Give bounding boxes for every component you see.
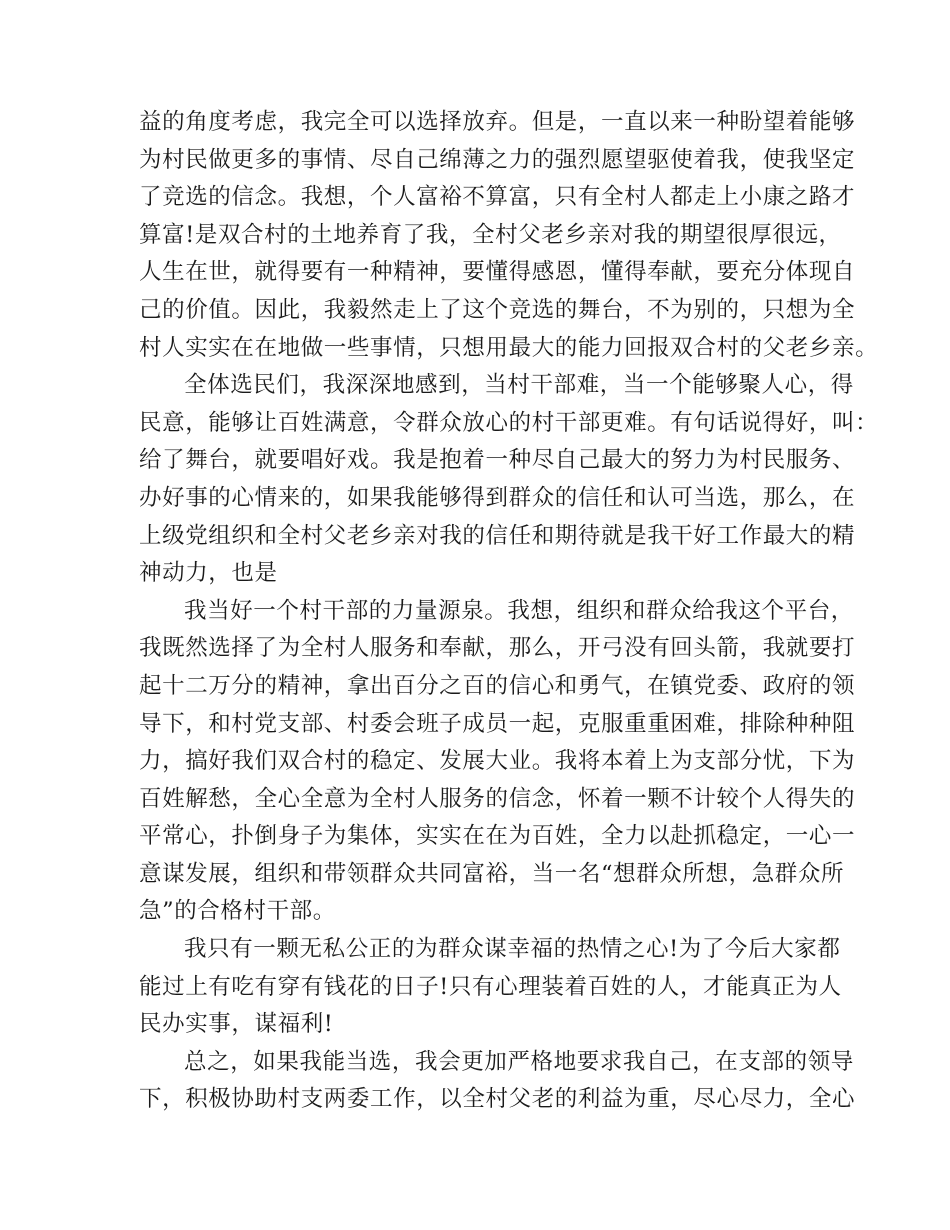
text-line: 我既然选择了为全村人服务和奉献，那么，开弓没有回头箭，我就要打 (139, 635, 856, 662)
text-line: 给了舞台，就要唱好戏。我是抱着一种尽自己最大的努力为村民服务、 (139, 447, 856, 474)
document-body (139, 104, 879, 1119)
text-line: 神动力，也是 (139, 560, 278, 587)
text-line: 算富!是双合村的土地养育了我，全村父老乡亲对我的期望很厚很远， (139, 221, 842, 248)
text-line: 益的角度考虑，我完全可以选择放弃。但是，一直以来一种盼望着能够 (139, 109, 856, 135)
text-line: 下，积极协助村支两委工作，以全村父老的利益为重，尽心尽力，全心 (139, 1086, 856, 1113)
text-line: 平常心，扑倒身子为集体，实实在在为百姓，全力以赴抓稳定，一心一 (139, 823, 856, 850)
text-line: 办好事的心情来的，如果我能够得到群众的信任和认可当选，那么，在 (139, 484, 856, 511)
text-line: 导下，和村党支部、村委会班子成员一起，克服重重困难，排除种种阻 (139, 710, 856, 737)
text-line: 人生在世，就得要有一种精神，要懂得感恩，懂得奉献，要充分体现自 (139, 259, 856, 286)
text-line: 为村民做更多的事情、尽自己绵薄之力的强烈愿望驱使着我，使我坚定 (139, 146, 856, 173)
text-line: 百姓解愁，全心全意为全村人服务的信念，怀着一颗不计较个人得失的 (139, 785, 856, 812)
text-line: 我只有一颗无私公正的为群众谋幸福的热情之心!为了今后大家都 (184, 936, 841, 963)
text-line: 己的价值。因此，我毅然走上了这个竞选的舞台，不为别的，只想为全 (139, 296, 856, 323)
text-line: 了竞选的信念。我想，个人富裕不算富，只有全村人都走上小康之路才 (139, 184, 856, 211)
text-line: 我当好一个村干部的力量源泉。我想，组织和群众给我这个平台， (184, 597, 854, 624)
text-line: 意谋发展，组织和带领群众共同富裕，当一名“想群众所想，急群众所 (139, 860, 845, 887)
text-line: 总之，如果我能当选，我会更加严格地要求我自己，在支部的领导 (184, 1048, 854, 1075)
text-line: 急”的合格村干部。 (139, 898, 336, 925)
text-line: 民意，能够让百姓满意，令群众放心的村干部更难。有句话说得好，叫： (139, 409, 879, 436)
text-line: 民办实事，谋福利! (139, 1011, 334, 1038)
text-line: 上级党组织和全村父老乡亲对我的信任和期待就是我干好工作最大的精 (139, 522, 856, 549)
text-line: 村人实实在在地做一些事情，只想用最大的能力回报双合村的父老乡亲。 (139, 334, 879, 361)
text-line: 起十二万分的精神，拿出百分之百的信心和勇气，在镇党委、政府的领 (139, 672, 856, 699)
text-line: 力，搞好我们双合村的稳定、发展大业。我将本着上为支部分忧，下为 (139, 748, 856, 775)
text-line: 能过上有吃有穿有钱花的日子!只有心理装着百姓的人，才能真正为人 (139, 973, 842, 1000)
text-line: 全体选民们，我深深地感到，当村干部难，当一个能够聚人心，得 (184, 372, 854, 399)
